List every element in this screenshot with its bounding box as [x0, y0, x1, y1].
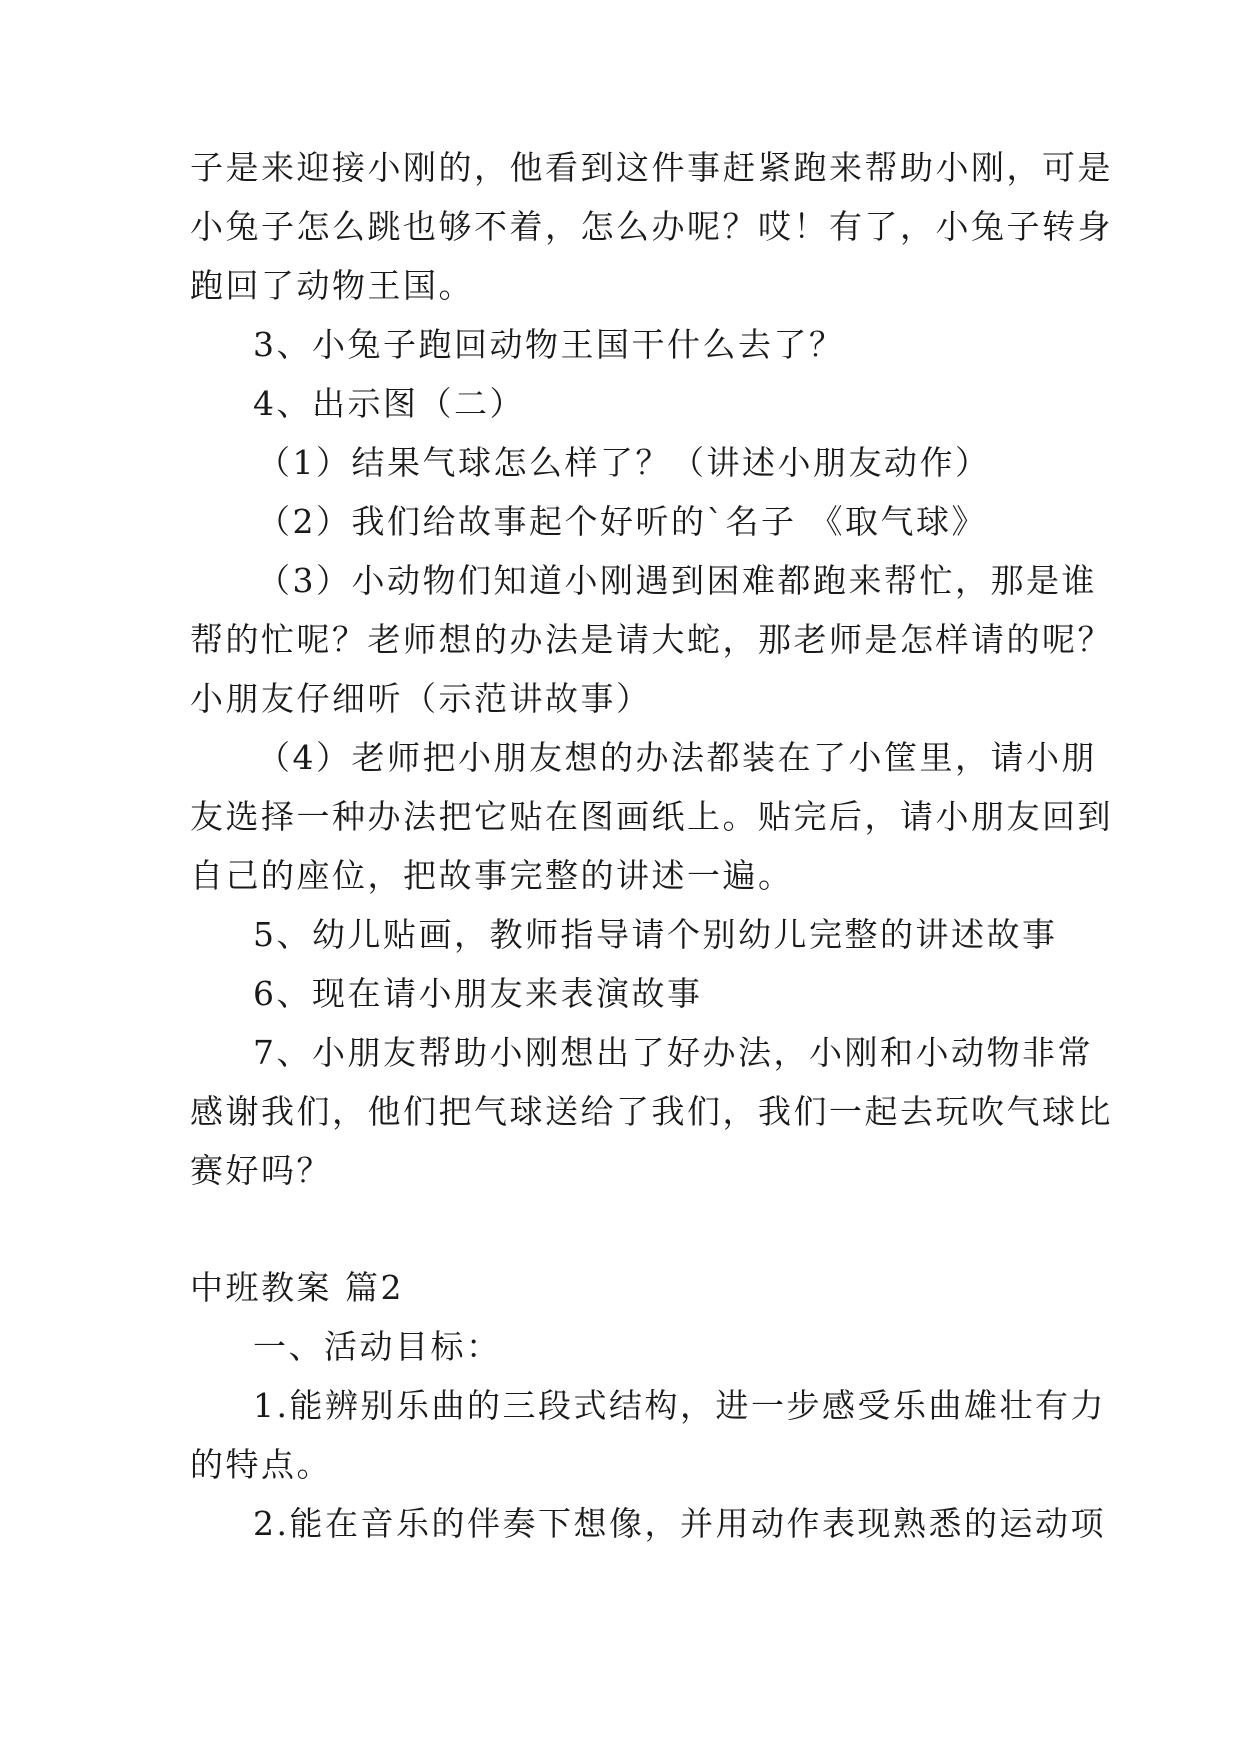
- goal-2-line-1: 2.能在音乐的伴奏下想像，并用动作表现熟悉的运动项: [253, 1504, 1106, 1543]
- activity-goals-heading: 一、活动目标：: [253, 1327, 502, 1366]
- story-text-line-2: 小兔子怎么跳也够不着，怎么办呢？哎！有了，小兔子转身: [190, 207, 1113, 246]
- step-4-item-4-line-1: （4）老师把小朋友想的办法都装在了小筐里，请小朋: [257, 738, 1097, 777]
- story-text-line-3: 跑回了动物王国。: [190, 266, 474, 305]
- step-4-heading: 4、出示图（二）: [253, 384, 525, 423]
- step-4-item-2: （2）我们给故事起个好听的`名子 《取气球》: [257, 502, 987, 541]
- step-4-item-3-line-3: 小朋友仔细听（示范讲故事）: [190, 679, 652, 718]
- goal-1-line-2: 的特点。: [190, 1445, 332, 1484]
- step-4-item-4-line-3: 自己的座位，把故事完整的讲述一遍。: [190, 856, 794, 895]
- story-text-line-1: 子是来迎接小刚的，他看到这件事赶紧跑来帮助小刚，可是: [190, 148, 1113, 187]
- step-6-line: 6、现在请小朋友来表演故事: [253, 974, 703, 1013]
- step-5-line: 5、幼儿贴画，教师指导请个别幼儿完整的讲述故事: [253, 915, 1058, 954]
- section-heading: 中班教案 篇2: [190, 1268, 404, 1307]
- step-4-item-1: （1）结果气球怎么样了？（讲述小朋友动作）: [257, 443, 991, 482]
- goal-1-line-1: 1.能辨别乐曲的三段式结构，进一步感受乐曲雄壮有力: [253, 1386, 1106, 1425]
- step-4-item-3-line-1: （3）小动物们知道小刚遇到困难都跑来帮忙，那是谁: [257, 561, 1097, 600]
- step-7-line-1: 7、小朋友帮助小刚想出了好办法，小刚和小动物非常: [253, 1033, 1093, 1072]
- step-7-line-2: 感谢我们，他们把气球送给了我们，我们一起去玩吹气球比: [190, 1092, 1113, 1131]
- step-3-line: 3、小兔子跑回动物王国干什么去了？: [253, 325, 845, 364]
- step-7-line-3: 赛好吗？: [190, 1151, 332, 1190]
- step-4-item-3-line-2: 帮的忙呢？老师想的办法是请大蛇，那老师是怎样请的呢？: [190, 620, 1113, 659]
- step-4-item-4-line-2: 友选择一种办法把它贴在图画纸上。贴完后，请小朋友回到: [190, 797, 1113, 836]
